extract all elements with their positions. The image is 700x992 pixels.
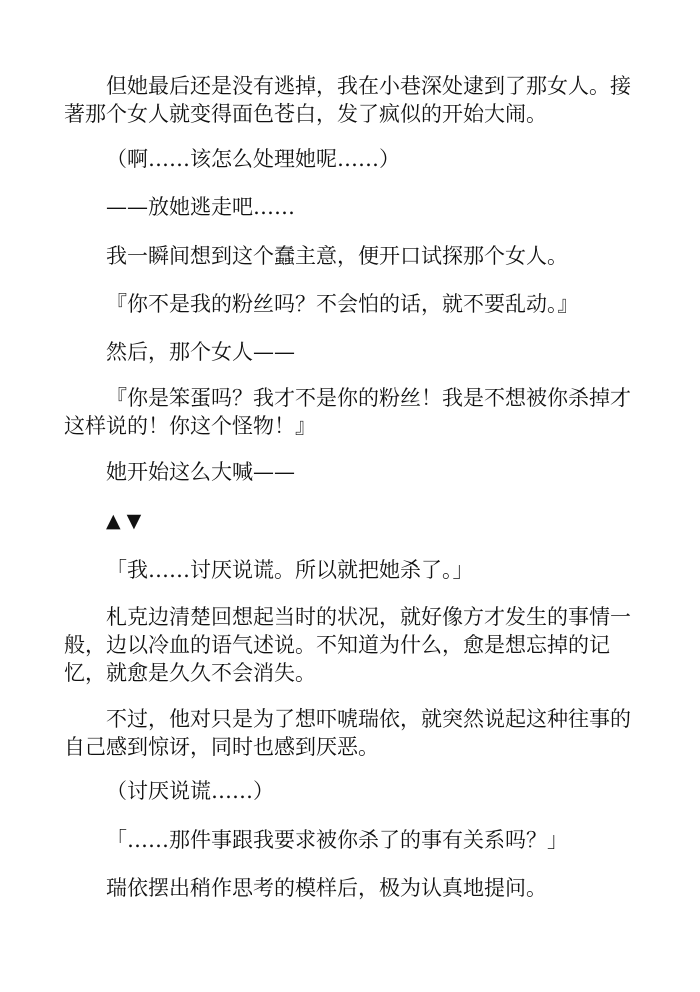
paragraph-12: （讨厌说谎……）: [106, 779, 274, 803]
paragraph-8: 她开始这么大喊——: [106, 460, 295, 484]
paragraph-5: 『你不是我的粉丝吗？不会怕的话，就不要乱动。』: [106, 292, 579, 316]
scene-break-marks: ▲▼: [106, 510, 148, 532]
paragraph-14: 瑞依摆出稍作思考的模样后，极为认真地提问。: [106, 876, 547, 900]
paragraph-3: ——放她逃走吧……: [106, 195, 295, 219]
paragraph-13: 「……那件事跟我要求被你杀了的事有关系吗？」: [106, 828, 568, 852]
paragraph-7: 『你是笨蛋吗？我才不是你的粉丝！我是不想被你杀掉才这样说的！你这个怪物！』: [64, 386, 631, 438]
paragraph-2: （啊……该怎么处理她呢……）: [106, 147, 400, 171]
paragraph-9: 「我……讨厌说谎。所以就把她杀了。」: [106, 558, 474, 582]
paragraph-1: 但她最后还是没有逃掉，我在小巷深处逮到了那女人。接著那个女人就变得面色苍白，发了疯似的开始大闹。: [64, 74, 631, 126]
paragraph-4: 我一瞬间想到这个蠢主意，便开口试探那个女人。: [106, 244, 568, 268]
paragraph-11: 不过，他对只是为了想吓唬瑞依，就突然说起这种往事的自己感到惊讶，同时也感到厌恶。: [64, 707, 631, 759]
paragraph-10: 札克边清楚回想起当时的状况，就好像方才发生的事情一般，边以冷血的语气述说。不知道为什么，愈是想忘掉的记忆，就愈是久久不会消失。: [64, 605, 631, 685]
paragraph-6: 然后，那个女人——: [106, 340, 295, 364]
